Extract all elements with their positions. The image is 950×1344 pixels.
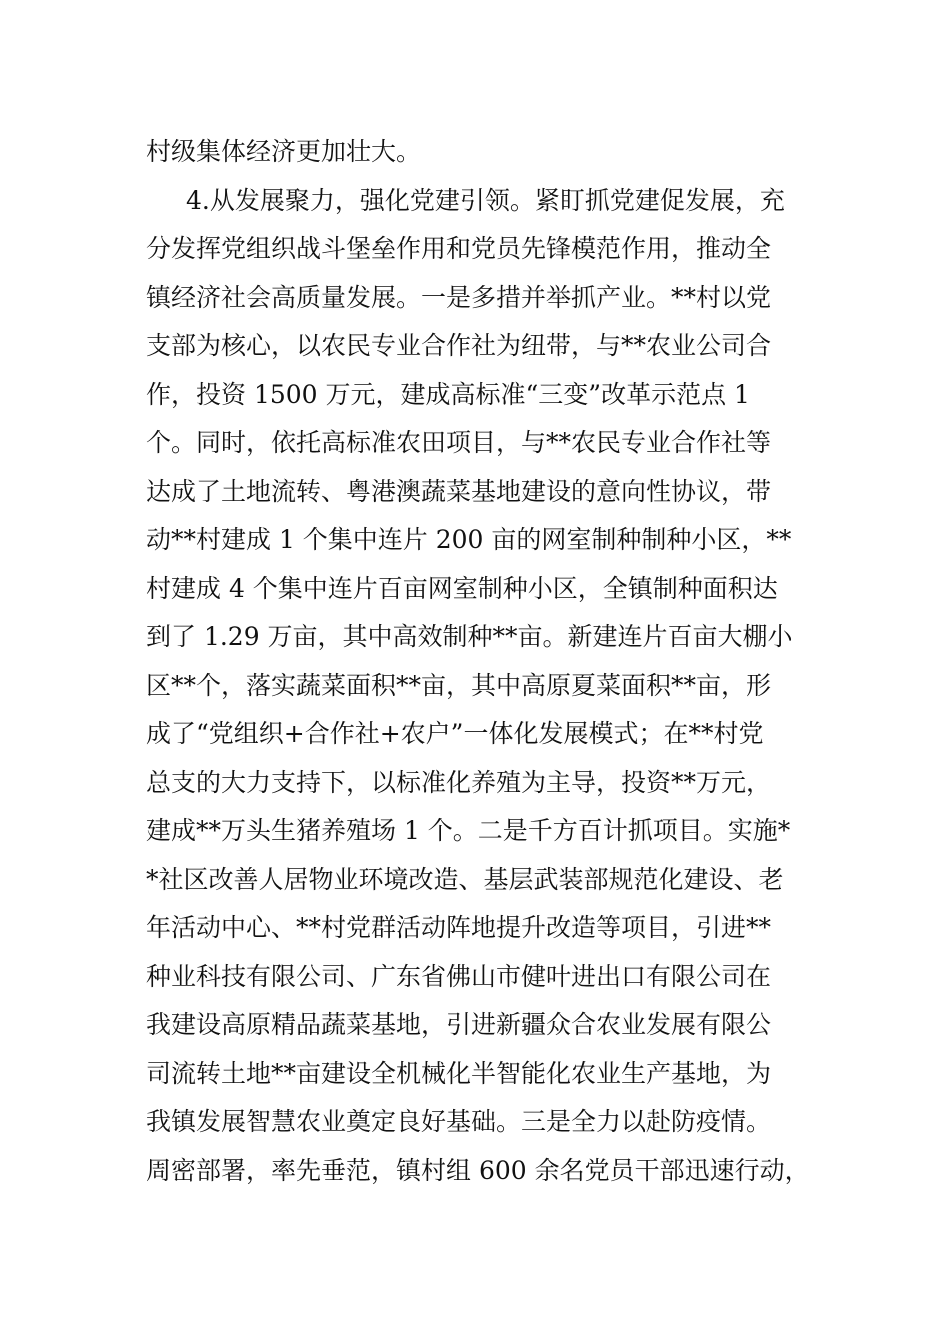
- text-line: 司流转土地**亩建设全机械化半智能化农业生产基地，为: [146, 1058, 772, 1088]
- text-line: 成了“党组织+合作社+农户”一体化发展模式；在**村党: [146, 719, 764, 748]
- text-line: 动**村建成 1 个集中连片 200 亩的网室制种制种小区，**: [146, 525, 792, 554]
- text-line: 周密部署，率先垂范，镇村组 600 余名党员干部迅速行动，: [146, 1155, 810, 1185]
- text-line: 总支的大力支持下，以标准化养殖为主导，投资**万元，: [146, 767, 772, 797]
- text-line: 我建设高原精品蔬菜基地，引进新疆众合农业发展有限公: [146, 1010, 772, 1039]
- text-line: 达成了土地流转、粤港澳蔬菜基地建设的意向性协议，带: [146, 476, 772, 506]
- text-line: 个。同时，依托高标准农田项目，与**农民专业合作社等: [146, 428, 772, 457]
- text-line: 区**个，落实蔬菜面积**亩，其中高原夏菜面积**亩，形: [146, 670, 772, 700]
- text-line: 我镇发展智慧农业奠定良好基础。三是全力以赴防疫情。: [146, 1107, 772, 1136]
- paragraph-heading-line: 4.从发展聚力，强化党建引领。紧盯抓党建促发展，充: [186, 185, 785, 215]
- text-line: 建成**万头生猪养殖场 1 个。二是千方百计抓项目。实施*: [146, 816, 791, 845]
- text-line: 村建成 4 个集中连片百亩网室制种小区，全镇制种面积达: [146, 573, 778, 603]
- text-line: *社区改善人居物业环境改造、基层武装部规范化建设、老: [146, 864, 784, 894]
- text-line: 镇经济社会高质量发展。一是多措并举抓产业。**村以党: [146, 282, 772, 312]
- text-line: 分发挥党组织战斗堡垒作用和党员先锋模范作用，推动全: [146, 234, 772, 263]
- text-line: 到了 1.29 万亩，其中高效制种**亩。新建连片百亩大棚小: [146, 622, 793, 651]
- text-line: 支部为核心，以农民专业合作社为纽带，与**农业公司合: [146, 331, 772, 360]
- text-line: 种业科技有限公司、广东省佛山市健叶进出口有限公司在: [146, 961, 772, 991]
- document-body: [146, 128, 826, 1195]
- text-line: 作，投资 1500 万元，建成高标准“三变”改革示范点 1: [146, 379, 750, 409]
- text-line: 村级集体经济更加壮大。: [146, 137, 422, 166]
- text-line: 年活动中心、**村党群活动阵地提升改造等项目，引进**: [146, 913, 772, 942]
